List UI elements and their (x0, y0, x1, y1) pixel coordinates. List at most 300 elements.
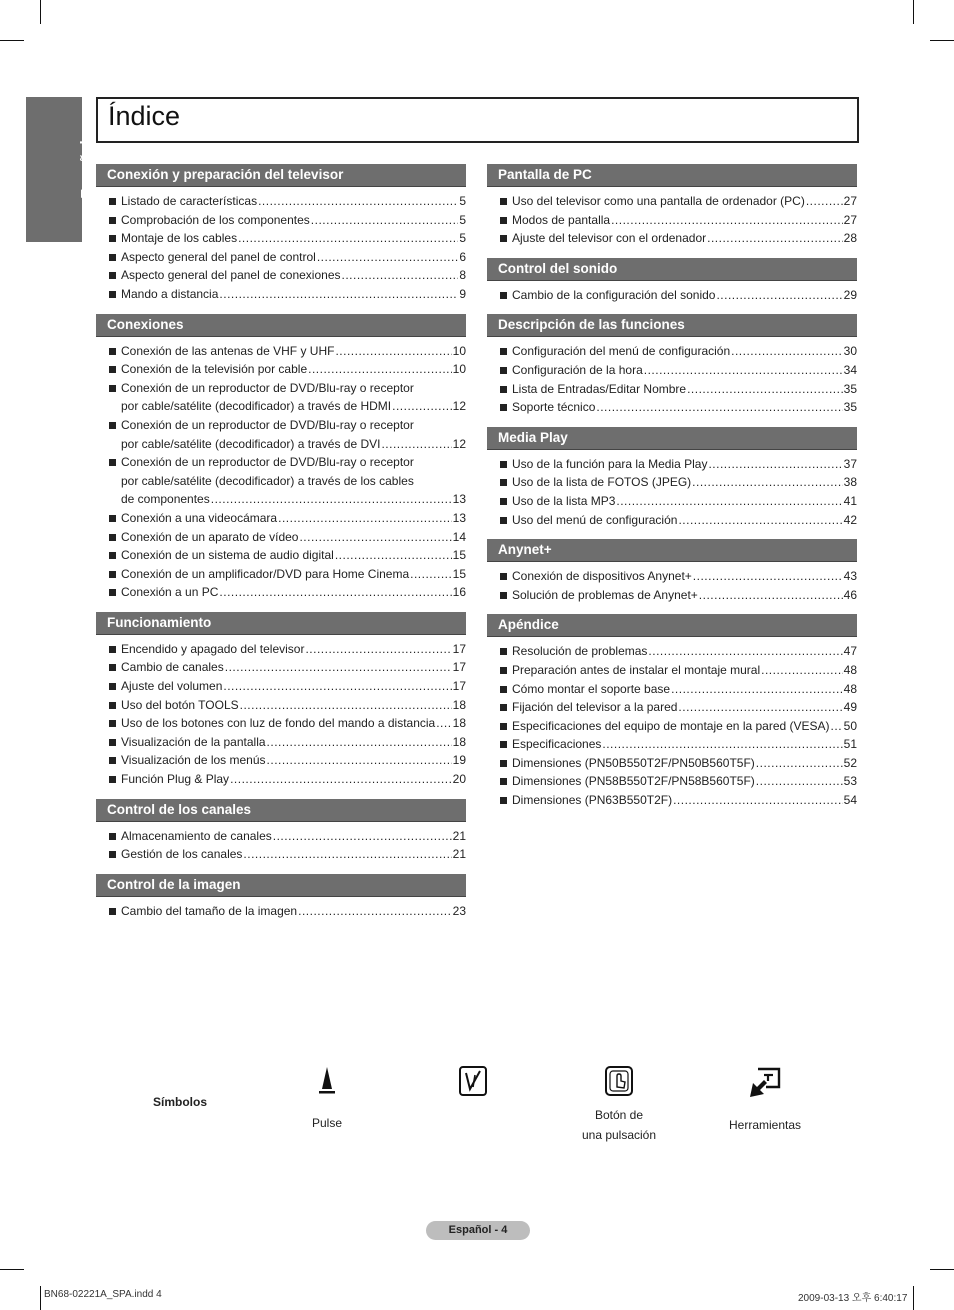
toc-entry-row (512, 754, 857, 773)
toc-entry (487, 567, 857, 586)
toc-entry-row (121, 211, 466, 230)
dot-leader (731, 342, 843, 361)
toc-entry-row (512, 735, 857, 754)
dot-leader (298, 902, 452, 921)
toc-right-column (487, 164, 857, 820)
toc-entry-row (121, 714, 466, 733)
toc-entry-row (121, 827, 466, 846)
toc-entry-row (512, 473, 857, 492)
toc-entry-row (121, 733, 466, 752)
toc-entry-title: Fijación del televisor a la pared (512, 700, 678, 715)
toc-entry-title: Conexión de un sistema de audio digital (121, 548, 334, 563)
section-heading: Anynet+ (487, 539, 857, 562)
toc-entry-page: 29 (843, 287, 857, 302)
toc-entry-line: por cable/satélite (decodificador) a través de los cables (121, 473, 414, 488)
toc-entry-page: 20 (452, 772, 466, 787)
section-heading: Conexión y preparación del televisor (96, 164, 466, 187)
toc-entry-row (121, 770, 466, 789)
toc-entry-title: Preparación antes de instalar el montaje mural (512, 662, 761, 677)
toc-entry-row (121, 397, 466, 416)
symbols-label: Símbolos (153, 1095, 208, 1109)
toc-entry-title: Ajuste del volumen (121, 679, 223, 694)
toc-entry-page: 42 (843, 512, 857, 527)
section-heading: Pantalla de PC (487, 164, 857, 187)
toc-entry-page: 51 (843, 737, 857, 752)
toc-entry-title: Modos de pantalla (512, 212, 611, 227)
dot-leader (305, 640, 451, 659)
toc-entry-row (512, 586, 857, 605)
symbol-one-touch-label-2: una pulsación (581, 1128, 657, 1142)
section-heading: Conexiones (96, 314, 466, 337)
dot-leader (335, 342, 451, 361)
toc-entry-row (121, 192, 466, 211)
toc-entry-page: 48 (843, 662, 857, 677)
toc-entry-page: 9 (459, 286, 466, 301)
toc-entry-page: 27 (843, 212, 857, 227)
toc-entry-row (512, 680, 857, 699)
toc-entry-page: 28 (843, 231, 857, 246)
toc-entry (487, 680, 857, 699)
toc-entry-title: Aspecto general del panel de conexiones (121, 268, 341, 283)
toc-entry-page: 15 (452, 548, 466, 563)
toc-entry-page: 30 (843, 344, 857, 359)
toc-entry-title: Cómo montar el soporte base (512, 681, 671, 696)
toc-entry-title: por cable/satélite (decodificador) a través de DVI (121, 436, 381, 451)
toc-entry-page: 35 (843, 381, 857, 396)
toc-entry-title: Conexión de las antenas de VHF y UHF (121, 343, 335, 358)
toc-left-column (96, 164, 466, 930)
section-heading: Funcionamiento (96, 612, 466, 635)
dot-leader (436, 714, 451, 733)
toc-entry-row (121, 248, 466, 267)
toc-entry (96, 509, 466, 528)
toc-entry-page: 10 (452, 343, 466, 358)
toc-list (487, 455, 857, 529)
toc-entry-page: 48 (843, 681, 857, 696)
toc-entry-title: Cambio de la configuración del sonido (512, 287, 716, 302)
toc-section (96, 799, 466, 864)
toc-entry (96, 546, 466, 565)
toc-entry-title: Ajuste del televisor con el ordenador (512, 231, 707, 246)
toc-entry-page: 41 (843, 493, 857, 508)
toc-entry-title: Almacenamiento de canales (121, 828, 272, 843)
toc-entry-page: 18 (452, 734, 466, 749)
toc-entry-page: 46 (843, 587, 857, 602)
toc-entry-page: 49 (843, 700, 857, 715)
toc-entry-page: 12 (452, 436, 466, 451)
crop-mark (930, 1269, 954, 1270)
toc-entry (96, 342, 466, 361)
crop-mark (930, 40, 954, 41)
toc-entry (96, 266, 466, 285)
dot-leader (410, 565, 452, 584)
toc-entry-title: Encendido y apagado del televisor (121, 641, 305, 656)
toc-entry (96, 379, 466, 416)
toc-entry-title: Conexión a una videocámara (121, 510, 278, 525)
dot-leader (243, 845, 451, 864)
toc-section (487, 427, 857, 529)
toc-entry (487, 661, 857, 680)
toc-entry (96, 416, 466, 453)
toc-entry-row (121, 565, 466, 584)
dot-leader (671, 680, 843, 699)
toc-entry-page: 10 (452, 362, 466, 377)
toc-entry-row (512, 455, 857, 474)
toc-entry-page: 38 (843, 475, 857, 490)
toc-entry-page: 18 (452, 697, 466, 712)
toc-entry-page: 53 (843, 774, 857, 789)
toc-entry-page: 14 (452, 529, 466, 544)
toc-entry (96, 528, 466, 547)
dot-leader (225, 658, 452, 677)
toc-entry-title: Uso de la lista MP3 (512, 493, 616, 508)
dot-leader (707, 229, 843, 248)
toc-entry-row (512, 698, 857, 717)
dot-leader (699, 586, 843, 605)
toc-entry-page: 18 (452, 716, 466, 731)
dot-leader (648, 642, 842, 661)
crop-mark (913, 0, 914, 24)
language-side-tab (26, 97, 95, 242)
toc-entry-row (512, 642, 857, 661)
symbol-one-touch-label-1: Botón de (594, 1108, 644, 1122)
toc-entry-row (121, 528, 466, 547)
toc-entry (96, 360, 466, 379)
toc-entry (487, 586, 857, 605)
symbol-note (443, 1065, 503, 1097)
toc-list (487, 567, 857, 604)
crop-mark (0, 1269, 24, 1270)
toc-entry-page: 15 (452, 566, 466, 581)
toc-entry-title: Especificaciones del equipo de montaje en la pared (VESA) (512, 718, 830, 733)
toc-entry (487, 473, 857, 492)
toc-entry-title: Visualización de los menús (121, 753, 266, 768)
toc-entry (96, 285, 466, 304)
toc-entry-row (121, 435, 466, 454)
toc-entry (487, 717, 857, 736)
dot-leader (616, 492, 842, 511)
toc-entry (487, 791, 857, 810)
toc-entry-title: Soporte técnico (512, 400, 596, 415)
toc-entry-title: Montaje de los cables (121, 231, 238, 246)
crop-mark (40, 1286, 41, 1310)
page-number-badge: Español - 4 (426, 1221, 530, 1240)
dot-leader (687, 380, 843, 399)
title-box (96, 97, 859, 143)
toc-entry (96, 229, 466, 248)
toc-entry-row (121, 342, 466, 361)
toc-section (487, 258, 857, 305)
toc-section (96, 314, 466, 602)
dot-leader (693, 567, 843, 586)
toc-entry-row (512, 511, 857, 530)
toc-section (96, 874, 466, 921)
dot-leader (756, 754, 843, 773)
dot-leader (219, 583, 451, 602)
section-heading: Descripción de las funciones (487, 314, 857, 337)
toc-entry (96, 677, 466, 696)
dot-leader (240, 696, 452, 715)
toc-entry-page: 27 (843, 194, 857, 208)
toc-list (96, 827, 466, 864)
toc-entry (487, 698, 857, 717)
toc-entry-row (121, 490, 466, 509)
toc-entry-page: 52 (843, 755, 857, 770)
symbol-one-touch (568, 1065, 670, 1145)
language-label: Español (77, 140, 95, 199)
toc-entry (96, 902, 466, 921)
dot-leader (219, 285, 458, 304)
section-heading: Control de la imagen (96, 874, 466, 897)
toc-entry-title: Conexión de la televisión por cable (121, 362, 308, 377)
toc-entry (96, 827, 466, 846)
toc-entry-page: 47 (843, 644, 857, 659)
toc-entry-title: por cable/satélite (decodificador) a través de HDMI (121, 399, 392, 414)
dot-leader (311, 211, 459, 230)
toc-entry-row (512, 342, 857, 361)
note-icon (458, 1065, 488, 1097)
toc-entry-title: Lista de Entradas/Editar Nombre (512, 381, 687, 396)
toc-entry-row (121, 546, 466, 565)
toc-section (96, 612, 466, 789)
toc-entry (96, 211, 466, 230)
toc-entry-row (512, 286, 857, 305)
toc-entry (487, 492, 857, 511)
toc-entry-page: 17 (452, 679, 466, 694)
toc-entry-title: Conexión a un PC (121, 585, 219, 600)
dot-leader (611, 211, 843, 230)
symbol-press-label: Pulse (311, 1116, 343, 1130)
toc-entry (487, 735, 857, 754)
toc-section (487, 614, 857, 809)
dot-leader (602, 735, 842, 754)
toc-entry-page: 43 (843, 569, 857, 584)
toc-entry-page: 13 (452, 510, 466, 525)
dot-leader (267, 751, 452, 770)
dot-leader (678, 511, 842, 530)
toc-entry-title: Uso de la función para la Media Play (512, 456, 708, 471)
toc-entry-row (121, 640, 466, 659)
toc-entry-row (512, 398, 857, 417)
toc-entry (487, 229, 857, 248)
toc-entry-row (121, 229, 466, 248)
toc-entry-row (121, 751, 466, 770)
toc-entry-row (512, 492, 857, 511)
dot-leader (342, 266, 459, 285)
dot-leader (708, 455, 842, 474)
dot-leader (716, 286, 842, 305)
toc-entry-row (121, 509, 466, 528)
page-title: Índice (108, 101, 181, 131)
toc-entry-title: Cambio del tamaño de la imagen (121, 903, 298, 918)
press-icon (317, 1065, 337, 1095)
dot-leader (596, 398, 842, 417)
toc-entry-row (512, 567, 857, 586)
toc-entry-line: Conexión de un reproductor de DVD/Blu-ray o receptor (121, 380, 414, 395)
toc-list (487, 642, 857, 809)
crop-mark (913, 1286, 914, 1310)
toc-entry-row (121, 583, 466, 602)
toc-entry (487, 398, 857, 417)
toc-list (487, 286, 857, 305)
toc-entry-title: Visualización de la pantalla (121, 734, 266, 749)
symbol-press (297, 1065, 357, 1133)
toc-entry-row (121, 360, 466, 379)
toc-entry (487, 211, 857, 230)
dot-leader (230, 770, 452, 789)
toc-entry (96, 583, 466, 602)
toc-entry (487, 772, 857, 791)
symbol-tools-label: Herramientas (728, 1118, 802, 1132)
dot-leader (831, 717, 843, 736)
dot-leader (673, 791, 843, 810)
toc-entry-row (512, 229, 857, 248)
toc-entry (96, 640, 466, 659)
toc-entry-row (121, 696, 466, 715)
toc-entry (96, 845, 466, 864)
section-heading: Control de los canales (96, 799, 466, 822)
toc-entry-row (512, 380, 857, 399)
toc-entry-page: 5 (459, 194, 466, 208)
dot-leader (381, 435, 451, 454)
toc-entry-row (121, 902, 466, 921)
toc-entry-title: Uso de la lista de FOTOS (JPEG) (512, 475, 692, 490)
toc-entry-page: 12 (452, 399, 466, 414)
toc-entry-title: Solución de problemas de Anynet+ (512, 587, 698, 602)
toc-entry-title: Uso de los botones con luz de fondo del mando a distancia (121, 716, 436, 731)
toc-entry-row (121, 285, 466, 304)
toc-entry-page: 23 (452, 903, 466, 918)
toc-entry-page: 17 (452, 641, 466, 656)
toc-list (96, 192, 466, 304)
dot-leader (267, 733, 452, 752)
toc-entry (96, 770, 466, 789)
symbols-legend (0, 1060, 954, 1160)
toc-entry (487, 342, 857, 361)
dot-leader (278, 509, 452, 528)
toc-entry (96, 696, 466, 715)
toc-entry (487, 455, 857, 474)
toc-entry (487, 754, 857, 773)
dot-leader (806, 192, 843, 211)
toc-entry-title: Dimensiones (PN58B550T2F/PN58B560T5F) (512, 774, 755, 789)
toc-entry (96, 248, 466, 267)
toc-entry-row (121, 266, 466, 285)
toc-entry-row (512, 361, 857, 380)
dot-leader (335, 546, 452, 565)
dot-leader (756, 772, 843, 791)
toc-entry-title: Aspecto general del panel de control (121, 249, 316, 264)
dot-leader (644, 361, 843, 380)
toc-entry-row (121, 845, 466, 864)
footer-timestamp: 2009-03-13 오후 6:40:17 (798, 1293, 908, 1304)
toc-entry-title: Uso del menú de configuración (512, 512, 678, 527)
section-heading: Control del sonido (487, 258, 857, 281)
toc-entry-title: Conexión de un amplificador/DVD para Home Cinema (121, 566, 410, 581)
toc-entry (96, 751, 466, 770)
toc-entry-page: 8 (459, 268, 466, 283)
crop-mark (40, 0, 41, 24)
toc-entry-title: Cambio de canales (121, 660, 224, 675)
toc-entry-page: 5 (459, 212, 466, 227)
toc-entry-title: Conexión de dispositivos Anynet+ (512, 569, 692, 584)
toc-list (96, 342, 466, 602)
toc-entry-title: Función Plug & Play (121, 772, 230, 787)
section-heading: Media Play (487, 427, 857, 450)
one-touch-button-icon (604, 1065, 634, 1097)
toc-entry-page: 34 (843, 362, 857, 377)
toc-entry-line: Conexión de un reproductor de DVD/Blu-ray o receptor (121, 455, 414, 470)
dot-leader (761, 661, 843, 680)
toc-entry-title: Dimensiones (PN50B550T2F/PN50B560T5F) (512, 755, 755, 770)
toc-entry (487, 361, 857, 380)
toc-entry-title: Gestión de los canales (121, 847, 243, 862)
toc-entry-row (512, 717, 857, 736)
toc-entry-page: 5 (459, 231, 466, 246)
toc-entry-title: Mando a distancia (121, 286, 219, 301)
toc-entry-title: Listado de características (121, 194, 258, 208)
toc-entry-row (121, 677, 466, 696)
toc-entry (487, 192, 857, 211)
toc-entry-page: 50 (843, 718, 857, 733)
toc-entry-title: Conexión de un aparato de vídeo (121, 529, 299, 544)
toc-entry (487, 642, 857, 661)
toc-list (96, 640, 466, 789)
toc-entry-page: 19 (452, 753, 466, 768)
toc-entry-title: de componentes (121, 492, 210, 507)
footer-file: BN68-02221A_SPA.indd 4 (44, 1289, 162, 1300)
toc-entry (96, 192, 466, 211)
toc-entry (96, 453, 466, 509)
dot-leader (678, 698, 842, 717)
toc-entry-row (512, 211, 857, 230)
toc-list (487, 192, 857, 248)
section-heading: Apéndice (487, 614, 857, 637)
dot-leader (692, 473, 842, 492)
dot-leader (273, 827, 452, 846)
toc-entry-page: 16 (452, 585, 466, 600)
dot-leader (258, 192, 458, 211)
toc-entry (96, 658, 466, 677)
toc-section (487, 539, 857, 604)
tools-icon (748, 1065, 782, 1099)
toc-entry (96, 714, 466, 733)
dot-leader (238, 229, 458, 248)
toc-entry-title: Uso del televisor como una pantalla de ordenador (PC) (512, 194, 805, 208)
toc-section (96, 164, 466, 304)
dot-leader (211, 490, 452, 509)
toc-entry-title: Uso del botón TOOLS (121, 697, 239, 712)
dot-leader (308, 360, 452, 379)
dot-leader (223, 677, 451, 696)
dot-leader (317, 248, 459, 267)
toc-entry-row (121, 658, 466, 677)
toc-entry-line: Conexión de un reproductor de DVD/Blu-ray o receptor (121, 417, 414, 432)
toc-entry-row (512, 661, 857, 680)
toc-list (96, 902, 466, 921)
toc-entry-page: 13 (452, 492, 466, 507)
toc-list (487, 342, 857, 416)
toc-entry (487, 380, 857, 399)
toc-entry-page: 21 (452, 828, 466, 843)
toc-entry-title: Dimensiones (PN63B550T2F) (512, 793, 673, 808)
toc-entry-page: 54 (843, 793, 857, 808)
toc-entry-title: Configuración del menú de configuración (512, 344, 731, 359)
toc-entry-page: 37 (843, 456, 857, 471)
toc-entry (487, 511, 857, 530)
toc-section (487, 164, 857, 248)
dot-leader (392, 397, 452, 416)
